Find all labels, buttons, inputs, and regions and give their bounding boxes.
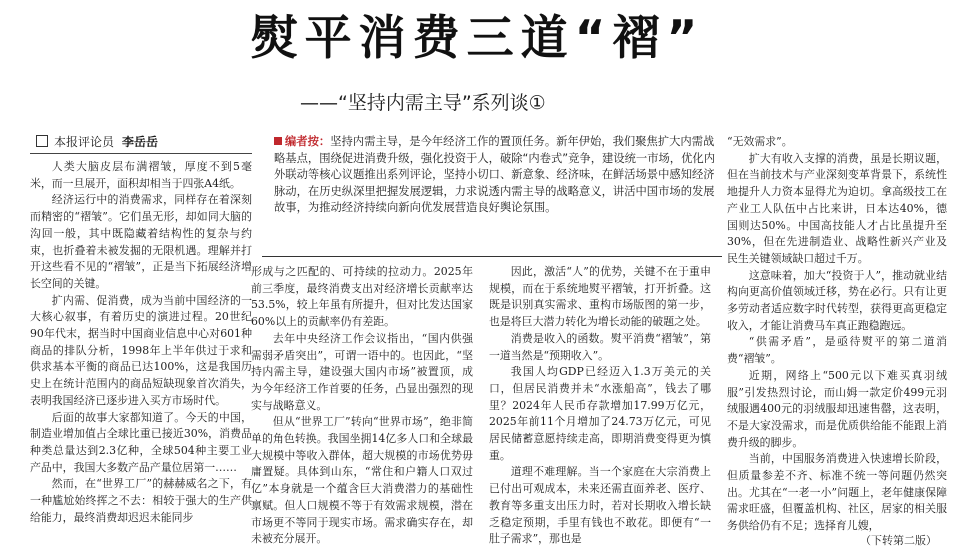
byline-box-icon xyxy=(36,135,48,147)
series-subtitle: ——“坚持内需主导”系列谈① xyxy=(300,92,546,114)
article-column-3 xyxy=(489,264,711,548)
paragraph: 去年中央经济工作会议指出，“国内供强需弱矛盾突出”，可谓一语中的。也因此，“坚持内需主导，建设强大国内市场”被置顶，成为今年经济工作首要的任务，凸显出强烈的现实与战略意义。 xyxy=(251,331,473,412)
byline-author: 李岳岳 xyxy=(122,135,159,149)
paragraph: 后面的故事大家都知道了。今天的中国，制造业增加值占全球比重已接近30%，消费品种类总量达到2.3亿种，全球504种主要工业产品中，我国大多数产品产量位居第一…… xyxy=(30,410,252,474)
paragraph: 扩内需、促消费，成为当前中国经济的一大核心叙事，有着历史的演进过程。20世纪90年代末，据当时中国商业信息中心对601种商品的排队分析，1998年上半年供过于求和供求基本平衡的商品已达100%，这是我国历史上在统计范围内的商品短缺现象首次消失，表明我国经济已逐步进入买方市场时代。 xyxy=(30,293,252,407)
paragraph: “供需矛盾”，是亟待熨平的第二道消费“褶皱”。 xyxy=(727,335,947,366)
paragraph: 然而，在“世界工厂”的赫赫威名之下，有一种尴尬始终挥之不去：相较于强大的生产供给能力，最终消费却迟迟未能同步 xyxy=(30,477,252,524)
editor-note-text: 坚持内需主导，是今年经济工作的置顶任务。新年伊始，我们聚焦扩大内需战略基点，围绕促进消费升级，强化投资于人，破除“内卷式”竞争，建设统一市场，优化内外联动等核心议题推出系列评论，坚持小切口、新意象、经济味，在鲜活场景中感知经济脉动，在历史纵深里把握发展逻辑，力求说透内需主导的战略意义，讲活中国市场的发展故事，为推动经济持续向新向优发展营造良好舆论氛围。 xyxy=(274,135,715,215)
continuation-note: （下转第二版） xyxy=(856,534,937,548)
paragraph: 消费是收入的函数。熨平消费“褶皱”，第一道当然是“预期收入”。 xyxy=(489,331,711,362)
paragraph: 经济运行中的消费需求，同样存在着深刻而精密的“褶皱”。它们虽无形，却如同大脑的沟回一般，其中既隐藏着结构性的复杂与约束，也折叠着未被发掘的无限机遇。理解并打开这些看不见的“褶皱”，正是当下拓展经济增长空间的关键。 xyxy=(30,193,252,290)
editor-note xyxy=(274,134,716,217)
paragraph: 这意味着，加大“投资于人”，推动就业结构向更高价值领域迁移，势在必行。只有让更多劳动者适应数字时代转型，获得更高更稳定收入，才能让消费马车真正跑稳跑远。 xyxy=(727,268,947,332)
byline xyxy=(36,134,158,150)
paragraph: 近期，网络上“500元以下难买真羽绒服”引发热烈讨论，而山姆一款定价499元羽绒服遇400元的羽绒服却迅速售罄，这表明，不是大家没需求，而是优质供给能不能跟上消费升级的脚步。 xyxy=(727,368,947,449)
paragraph: 形成与之匹配的、可持续的拉动力。2025年前三季度，最终消费支出对经济增长贡献率达53.5%，较上年虽有所提升，但对比发达国家60%以上的贡献率仍有差距。 xyxy=(251,265,473,329)
paragraph: 人类大脑皮层布满褶皱，厚度不到5毫米，而一旦展开，面积却相当于四张A4纸。 xyxy=(30,160,252,190)
byline-divider xyxy=(30,153,252,154)
article-column-2 xyxy=(251,264,473,548)
paragraph: 我国人均GDP已经迈入1.3万美元的关口，但居民消费并未“水涨船高”，钱去了哪里？2024年人民币存款增加17.99万亿元，2025年前11个月增加了24.73万亿元，可见居民储蓄意愿持续走高，即期消费变得更为慎重。 xyxy=(489,365,711,462)
paragraph: “无效需求”。 xyxy=(727,135,793,148)
square-bullet-icon xyxy=(274,137,282,145)
article-column-1 xyxy=(30,159,252,526)
paragraph: 道理不难理解。当一个家庭在大宗消费上已付出可观成本，未来还需直面养老、医疗、教育等多重支出压力时，若对长期收入增长缺乏稳定预期，手里有钱也不敢花。即便有“一肚子需求”，那也是 xyxy=(489,465,711,546)
editor-note-label: 编者按： xyxy=(285,135,331,148)
headline: 熨平消费三道“褶” xyxy=(250,11,705,66)
paragraph: 但从“世界工厂”转向“世界市场”，绝非简单的角色转换。我国坐拥14亿多人口和全球最大规模中等收入群体，超大规模的市场优势毋庸置疑。具体到山东，“常住和户籍人口双过亿”本身就是一个蕴含巨大消费潜力的基础性禀赋。但人口规模不等于有效需求规模，潜在市场更不等同于现实市场。需求确实存在，却未被充分展开。 xyxy=(251,415,473,546)
editor-note-divider xyxy=(262,256,722,257)
paragraph: 当前，中国服务消费进入快速增长阶段，但质量参差不齐、标准不统一等问题仍然突出。尤其在“一老一小”问题上，老年健康保障需求旺盛，但覆盖机构、社区，居家的相关服务供给仍有不足；选择育儿嫂， xyxy=(727,452,947,533)
paragraph: 扩大有收入支撑的消费，虽是长期议题，但在当前技术与产业深刻变革背景下，系统性地提升人力资本显得尤为迫切。拿高级技工在产业工人队伍中占比来讲，日本达40%，德国则达50%。中国高技能人才占比虽提升至30%，但在先进制造业、战略性新兴产业及民生关键领域缺口超过千万。 xyxy=(727,151,947,265)
byline-role: 本报评论员 xyxy=(54,135,115,149)
paragraph: 因此，激活“人”的优势，关键不在于重申规模，而在于系统地熨平褶皱，打开折叠。这既是识别真实需求、重构市场版图的第一步，也是将巨大潜力转化为增长动能的破题之处。 xyxy=(489,265,711,329)
article-column-4 xyxy=(727,134,947,535)
